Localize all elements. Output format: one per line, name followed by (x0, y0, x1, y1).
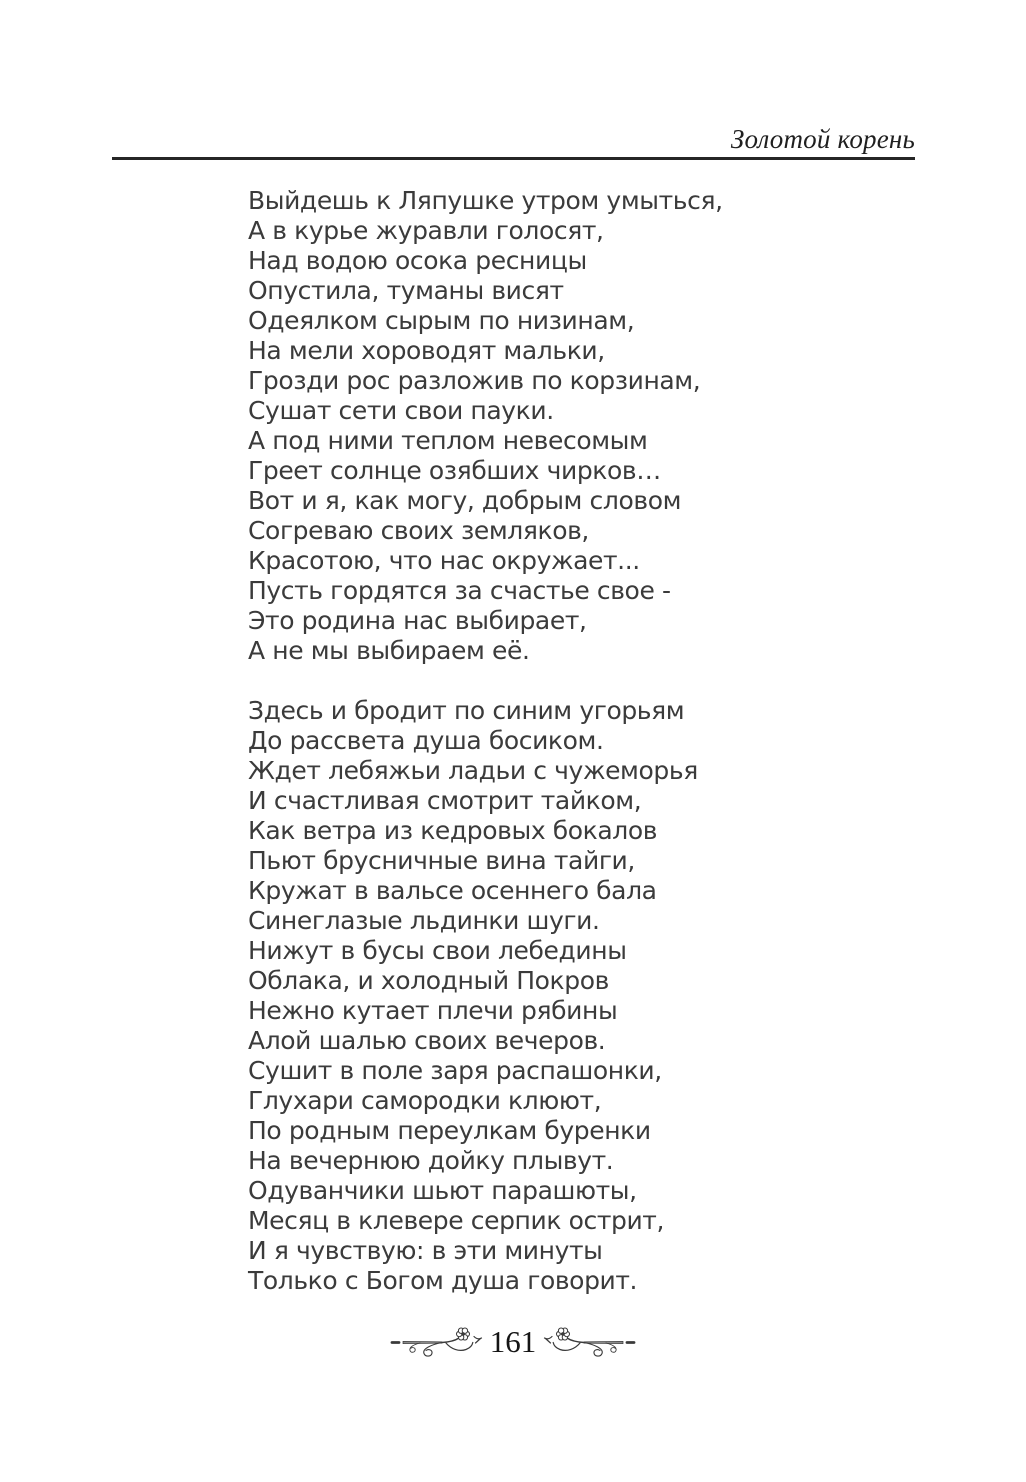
poem-line: Опустила, туманы висят (248, 276, 564, 305)
page-footer (0, 1322, 1026, 1364)
poem-line: Это родина нас выбирает, (248, 606, 587, 635)
poem-line: Месяц в клевере серпик острит, (248, 1206, 665, 1235)
poem (248, 186, 723, 1296)
poem-line: На мели хороводят мальки, (248, 336, 605, 365)
footer-flourish-left-icon (390, 1322, 484, 1364)
poem-line: Нижут в бусы свои лебедины (248, 936, 627, 965)
poem-line: И я чувствую: в эти минуты (248, 1236, 603, 1265)
flower-rosette (557, 1328, 570, 1340)
poem-line: А не мы выбираем её. (248, 636, 530, 665)
poem-line: До рассвета душа босиком. (248, 726, 604, 755)
poem-line: Выйдешь к Ляпушке утром умыться, (248, 186, 723, 215)
poem-line: Ждет лебяжьи ладьи с чужеморья (248, 756, 698, 785)
poem-line: На вечернюю дойку плывут. (248, 1146, 614, 1175)
poem-line: Кружат в вальсе осеннего бала (248, 876, 657, 905)
footer-flourish-right-icon (542, 1322, 636, 1364)
poem-line: Как ветра из кедровых бокалов (248, 816, 658, 845)
flower-rosette (456, 1328, 469, 1340)
poem-line: Одуванчики шьют парашюты, (248, 1176, 637, 1205)
poem-line: И счастливая смотрит тайком, (248, 786, 642, 815)
page-number: 161 (489, 1323, 537, 1359)
poem-line: Греет солнце озябших чирков… (248, 456, 661, 485)
poem-line: Глухари самородки клюют, (248, 1086, 602, 1115)
header-rule (112, 157, 915, 160)
poem-line: Синеглазые льдинки шуги. (248, 906, 600, 935)
poem-line: Грозди рос разложив по корзинам, (248, 366, 701, 395)
poem-stanza-2 (248, 696, 723, 1296)
poem-line: Вот и я, как могу, добрым словом (248, 486, 682, 515)
poem-line: Пьют брусничные вина тайги, (248, 846, 635, 875)
poem-line: Здесь и бродит по синим угорьям (248, 696, 685, 725)
running-title: Золотой корень (730, 124, 915, 154)
poem-line: Одеялком сырым по низинам, (248, 306, 635, 335)
poem-line: Красотою, что нас окружает... (248, 546, 640, 575)
poem-line: Сушит в поле заря распашонки, (248, 1056, 662, 1085)
poem-line: Алой шалью своих вечеров. (248, 1026, 606, 1055)
poem-line: Над водою осока ресницы (248, 246, 587, 275)
poem-line: Облака, и холодный Покров (248, 966, 609, 995)
poem-line: А под ними теплом невесомым (248, 426, 648, 455)
poem-line: По родным переулкам буренки (248, 1116, 651, 1145)
poem-line: Нежно кутает плечи рябины (248, 996, 618, 1025)
poem-line: Только с Богом душа говорит. (248, 1266, 638, 1295)
poem-line: А в курье журавли голосят, (248, 216, 604, 245)
poem-line: Сушат сети свои пауки. (248, 396, 554, 425)
poem-line: Согреваю своих земляков, (248, 516, 589, 545)
poem-stanza-1 (248, 186, 723, 666)
poem-line: Пусть гордятся за счастье свое - (248, 576, 671, 605)
